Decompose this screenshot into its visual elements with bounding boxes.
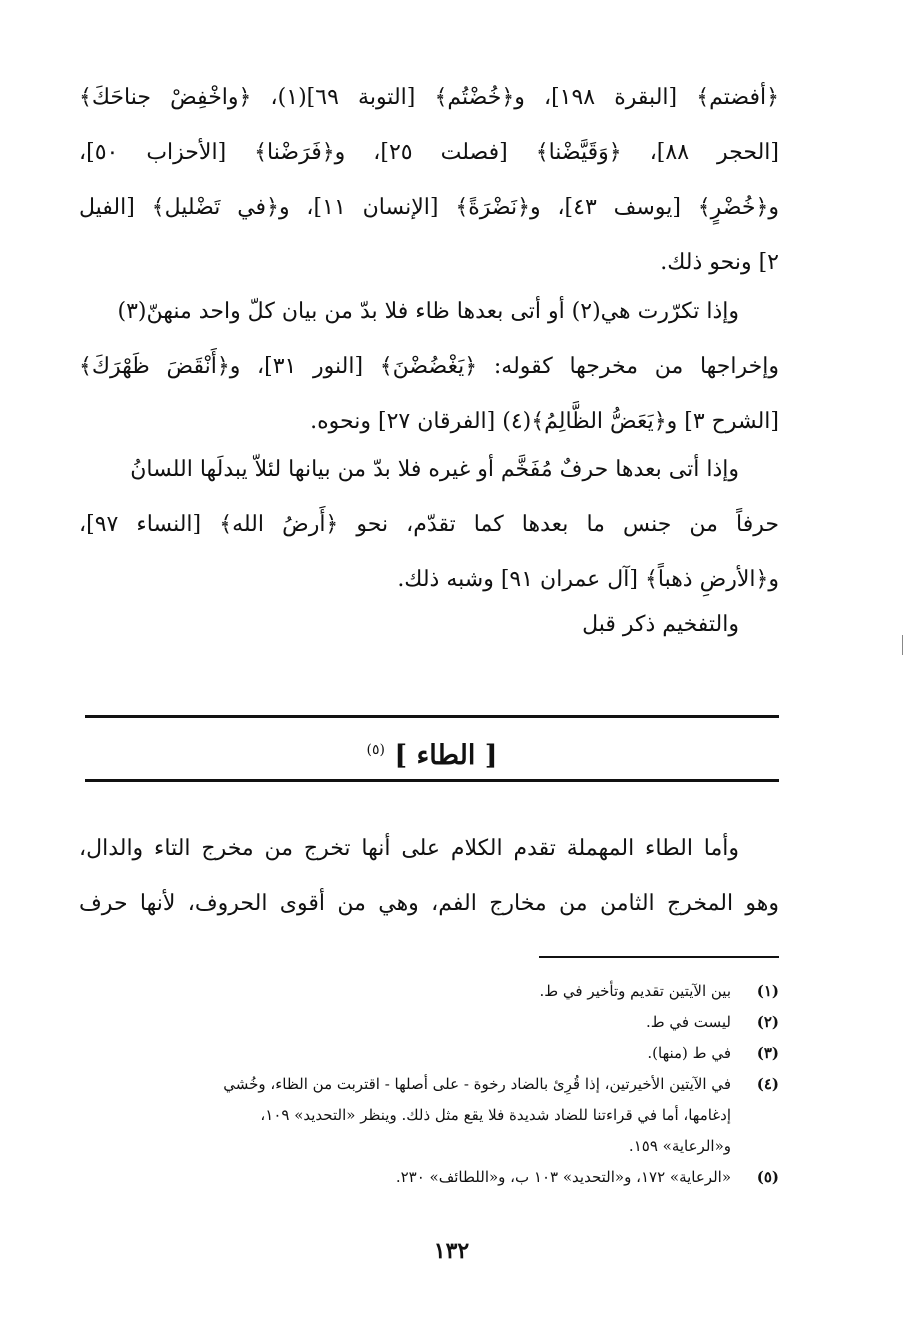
text-line: وأما الطاء المهملة تقدم الكلام على أنها تخرج من مخرج التاء والدال، (79, 836, 739, 861)
footnote-2 (74, 1007, 779, 1038)
text-line: [الشرح ٣] و﴿يَعَضُّ الظَّالِمُ﴾(٤) [الفرقان ٢٧] ونحوه. (310, 409, 779, 434)
footnote-number: (٥) (756, 1168, 779, 1186)
page-number: ١٣٢ (433, 1238, 470, 1264)
text-line: و﴿خُضْرٍ﴾ [يوسف ٤٣]، و﴿نَضْرَةً﴾ [الإنسان ١١]، و﴿في تَضْليل﴾ [الفيل (79, 195, 779, 220)
footnote-number: (٢) (756, 1013, 779, 1031)
text-line: والتفخيم ذكر قبل (582, 612, 739, 637)
footnote-3 (74, 1038, 779, 1069)
footnote-text (74, 976, 731, 1007)
footnote-text (74, 1038, 731, 1069)
footnote-text (74, 1069, 731, 1162)
text-line: و﴿الأرضِ ذهباً﴾ [آل عمران ٩١] وشبه ذلك. (397, 567, 779, 592)
text-line: وإذا تكرّرت هي(٢) أو أتى بعدها ظاء فلا بدّ من بيان كلّ واحد منهنّ(٣) (117, 299, 739, 324)
section-heading-footnote-ref: (٥) (366, 742, 385, 758)
footnote-text (74, 1162, 731, 1193)
footnote-line: في الآيتين الأخيرتين، إذا قُرِئ بالضاد رخوة - على أصلها - اقتربت من الظاء، وخُشي (223, 1075, 731, 1093)
footnote-1 (74, 976, 779, 1007)
footnote-4 (74, 1069, 779, 1162)
footnote-separator (539, 956, 779, 958)
section-heading-title: [ الطاء ] (394, 740, 498, 771)
footnote-number: (٤) (756, 1075, 779, 1093)
footnote-line: ليست في ط. (645, 1013, 731, 1031)
text-line: حرفاً من جنس ما بعدها كما تقدّم، نحو ﴿أَرضُ الله﴾ [النساء ٩٧]، (79, 512, 779, 537)
text-line: [الحجر ٨٨]، ﴿وَقَيَّضْنا﴾ [فصلت ٢٥]، و﴿فَرَضْنا﴾ [الأحزاب ٥٠]، (79, 140, 779, 165)
footnote-number: (٣) (756, 1044, 779, 1062)
section-heading (85, 727, 779, 773)
paragraph-4 (79, 597, 779, 652)
footnote-line: «الرعاية» ١٧٢، و«التحديد» ١٠٣ ب، و«اللطائف» ٢٣٠. (395, 1168, 731, 1186)
text-line: ٢] ونحو ذلك. (660, 250, 779, 275)
footnotes (74, 976, 779, 1193)
paragraph-1 (79, 70, 779, 290)
text-line: وإذا أتى بعدها حرفٌ مُفَخَّم أو غيره فلا بدّ من بيانها لئلاّ يبدلَها اللسانُ (130, 457, 739, 482)
paragraph-2 (79, 284, 779, 449)
text-line: وإخراجها من مخرجها كقوله: ﴿يَغْضُضْنَ﴾ [النور ٣١]، و﴿أَنْقَضَ ظَهْرَكَ﴾ (79, 354, 779, 379)
text-line: ﴿أفضتم﴾ [البقرة ١٩٨]، و﴿خُضْتُم﴾ [التوبة ٦٩](١)، ﴿واخْفِضْ جناحَكَ﴾ (79, 85, 779, 110)
footnote-5 (74, 1162, 779, 1193)
footnote-line: إدغامها، أما في قراءتنا للضاد شديدة فلا يقع مثل ذلك. وينظر «التحديد» ١٠٩، (260, 1106, 731, 1124)
footnote-text (74, 1007, 731, 1038)
footnote-number: (١) (756, 982, 779, 1000)
paragraph-3 (79, 442, 779, 607)
text-line: وهو المخرج الثامن من مخارج الفم، وهي من أقوى الحروف، لأنها حرف (79, 891, 779, 916)
heading-top-rule (85, 715, 779, 718)
footnote-line: في ط (منها). (647, 1044, 731, 1062)
paragraph-5 (79, 821, 779, 931)
heading-bottom-rule (85, 779, 779, 782)
footnote-line: و«الرعاية» ١٥٩. (628, 1137, 731, 1155)
footnote-line: بين الآيتين تقديم وتأخير في ط. (539, 982, 731, 1000)
